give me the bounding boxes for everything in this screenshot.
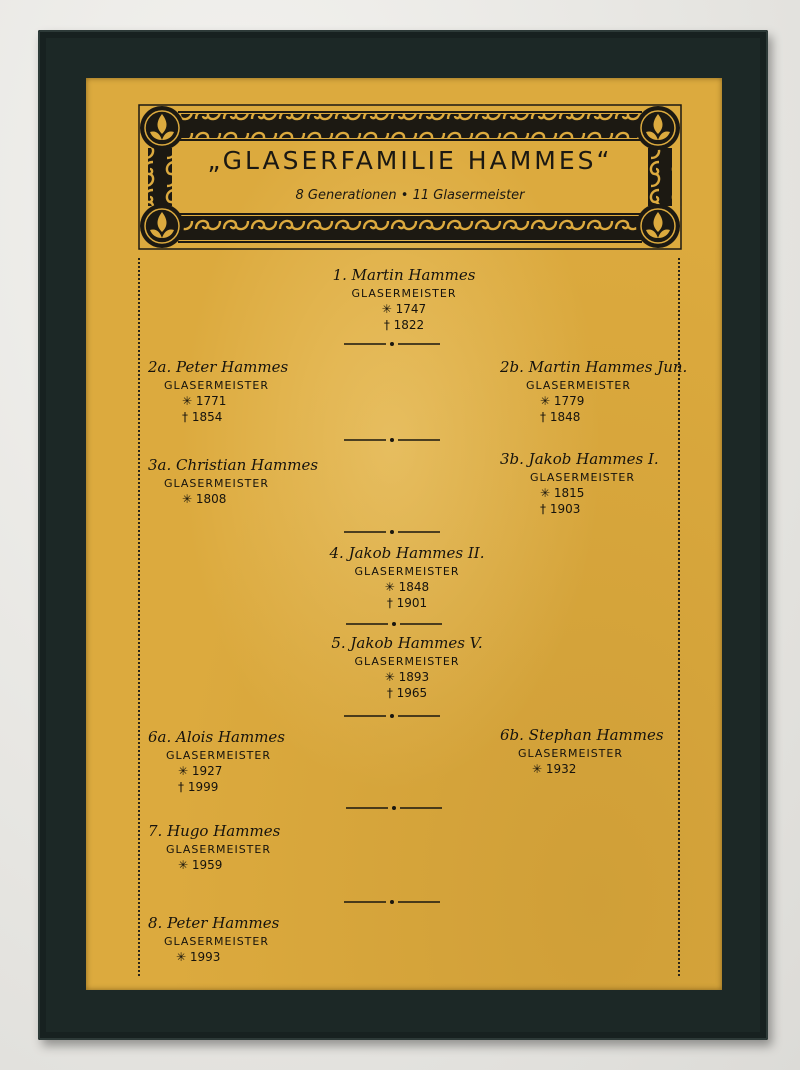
entry-death-year: † 1848 bbox=[540, 410, 581, 424]
entry-name: 4. Jakob Hammes II. bbox=[329, 544, 485, 562]
entry-death-year: † 1965 bbox=[386, 686, 428, 700]
entry-death-year: † 1822 bbox=[383, 318, 425, 332]
generation-divider bbox=[344, 340, 440, 348]
generation-divider bbox=[344, 528, 440, 536]
entry-role: GLASERMEISTER bbox=[164, 935, 269, 948]
entry-death-year: † 1854 bbox=[182, 410, 223, 424]
entry-role: GLASERMEISTER bbox=[164, 477, 269, 490]
entry-name: 6a. Alois Hammes bbox=[148, 728, 285, 746]
entry-death-year: † 1901 bbox=[386, 596, 428, 610]
entry-birth-year: ✳ 1771 bbox=[182, 394, 227, 408]
entry-role: GLASERMEISTER bbox=[530, 471, 635, 484]
entry-4-jakob-hammes-ii bbox=[322, 544, 492, 610]
entry-birth-year: ✳ 1993 bbox=[176, 950, 221, 964]
entry-birth-year: ✳ 1932 bbox=[532, 762, 577, 776]
entry-3b-jakob-hammes-i bbox=[500, 450, 659, 516]
generation-divider bbox=[344, 712, 440, 720]
entry-role: GLASERMEISTER bbox=[166, 843, 271, 856]
entry-role: GLASERMEISTER bbox=[164, 379, 269, 392]
ornament-border bbox=[138, 104, 682, 250]
entry-birth-year: ✳ 1815 bbox=[540, 486, 585, 500]
entry-role: GLASERMEISTER bbox=[166, 749, 271, 762]
entry-2b-martin-hammes-jun bbox=[500, 358, 687, 424]
generation-divider bbox=[346, 620, 442, 628]
entry-name: 3b. Jakob Hammes I. bbox=[500, 450, 659, 468]
generation-divider bbox=[344, 898, 440, 906]
entry-birth-year: ✳ 1927 bbox=[178, 764, 223, 778]
entry-name: 5. Jakob Hammes V. bbox=[331, 634, 483, 652]
entry-name: 8. Peter Hammes bbox=[148, 914, 280, 932]
entry-role: GLASERMEISTER bbox=[354, 565, 460, 578]
entry-role: GLASERMEISTER bbox=[526, 379, 631, 392]
entry-name: 2b. Martin Hammes Jun. bbox=[500, 358, 688, 376]
entry-birth-year: ✳ 1808 bbox=[182, 492, 227, 506]
entry-1-martin-hammes bbox=[324, 266, 484, 332]
entry-name: 6b. Stephan Hammes bbox=[500, 726, 664, 744]
entry-birth-year: ✳ 1959 bbox=[178, 858, 223, 872]
certificate-paper bbox=[86, 78, 722, 990]
entry-name: 1. Martin Hammes bbox=[332, 266, 476, 284]
generation-divider bbox=[346, 804, 442, 812]
entry-role: GLASERMEISTER bbox=[518, 747, 623, 760]
entry-birth-year: ✳ 1893 bbox=[384, 670, 430, 684]
entry-name: 2a. Peter Hammes bbox=[148, 358, 289, 376]
entry-death-year: † 1999 bbox=[178, 780, 219, 794]
generation-divider bbox=[344, 436, 440, 444]
entry-death-year: † 1903 bbox=[540, 502, 581, 516]
entry-role: GLASERMEISTER bbox=[351, 287, 457, 300]
corner-rosette-icon bbox=[140, 106, 184, 150]
entry-8-peter-hammes bbox=[148, 914, 279, 964]
entry-birth-year: ✳ 1848 bbox=[384, 580, 430, 594]
entry-birth-year: ✳ 1747 bbox=[381, 302, 427, 316]
entry-role: GLASERMEISTER bbox=[354, 655, 460, 668]
entry-name: 7. Hugo Hammes bbox=[148, 822, 281, 840]
entry-3a-christian-hammes bbox=[148, 456, 318, 506]
entry-name: 3a. Christian Hammes bbox=[148, 456, 319, 474]
entry-6b-stephan-hammes bbox=[500, 726, 664, 776]
page-subtitle: 8 Generationen • 11 Glasermeister bbox=[295, 188, 525, 203]
page-title: „GLASERFAMILIE HAMMES“ bbox=[207, 146, 613, 175]
entry-birth-year: ✳ 1779 bbox=[540, 394, 585, 408]
left-dotted-rule bbox=[138, 258, 140, 976]
entry-5-jakob-hammes-v bbox=[322, 634, 492, 700]
ornamental-header bbox=[138, 104, 682, 250]
entry-6a-alois-hammes bbox=[148, 728, 285, 794]
entry-2a-peter-hammes bbox=[148, 358, 288, 424]
entry-7-hugo-hammes bbox=[148, 822, 280, 872]
